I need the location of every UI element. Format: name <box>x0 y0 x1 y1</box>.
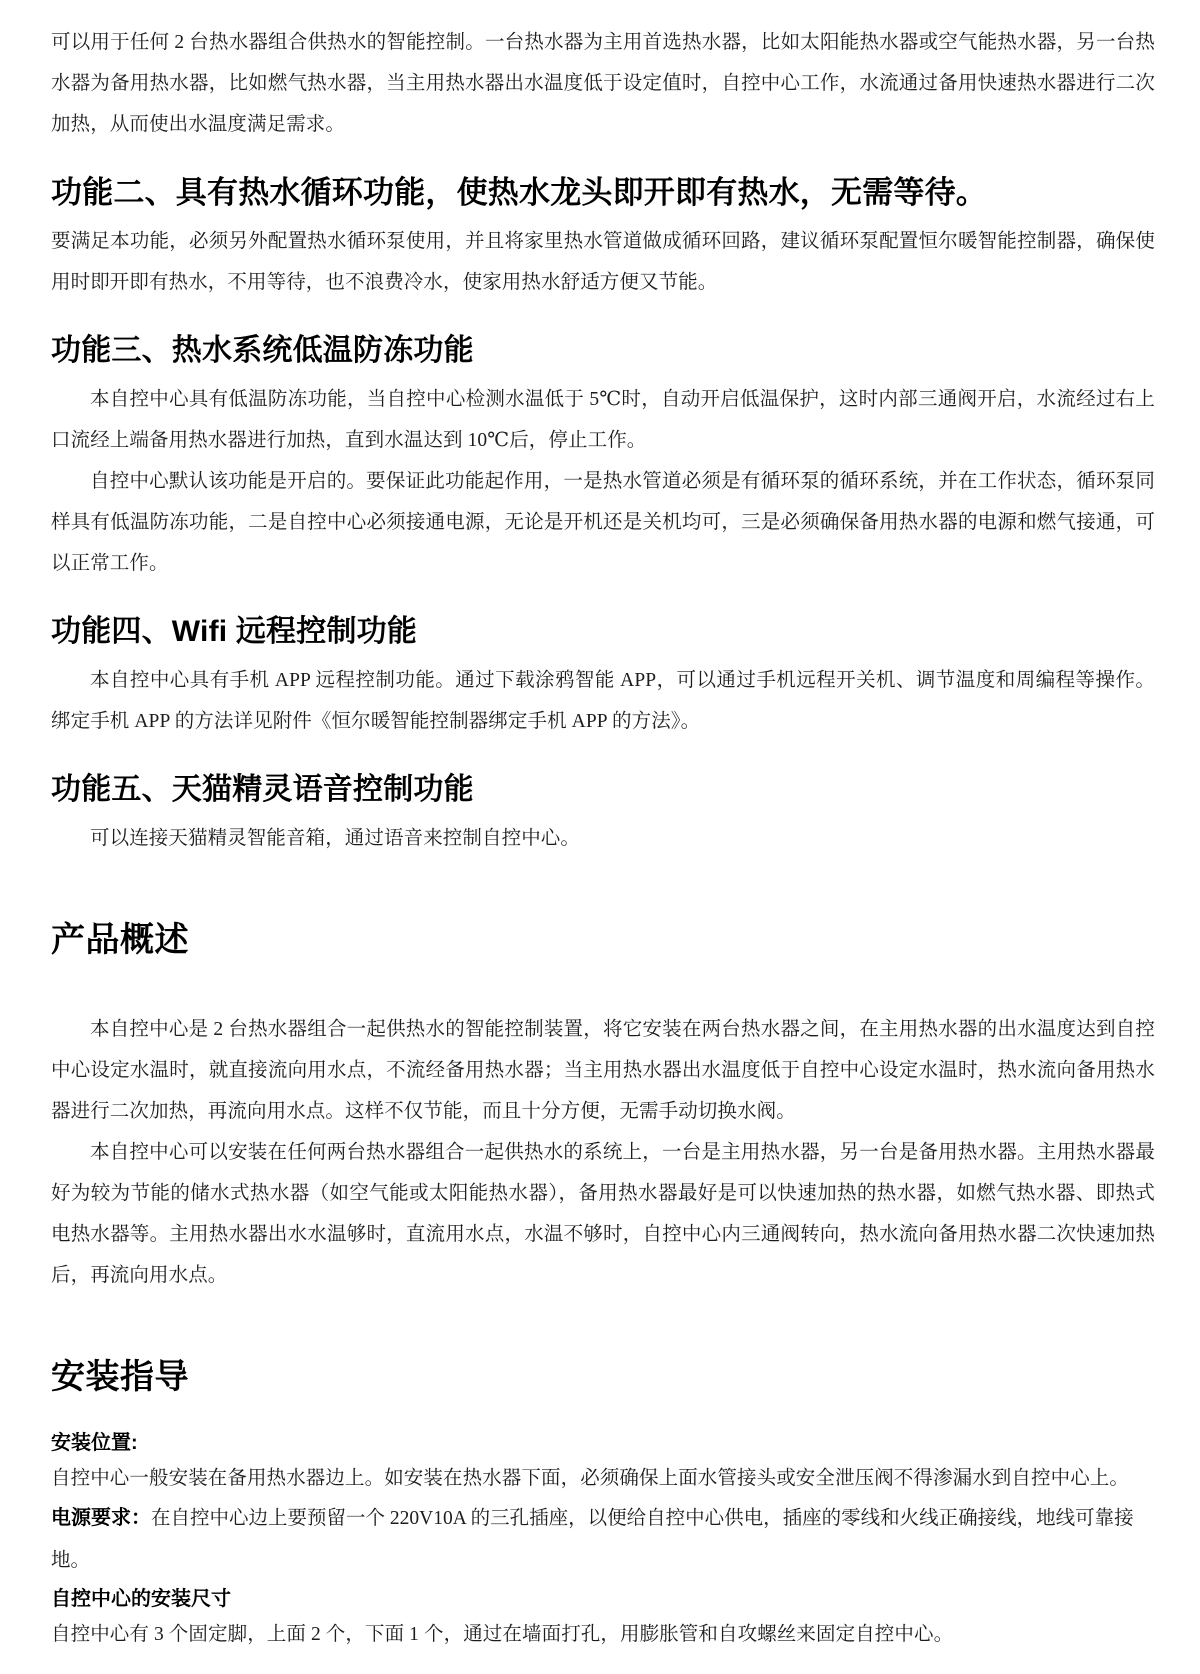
spacer <box>51 145 1155 155</box>
heading-feature-5: 功能五、天猫精灵语音控制功能 <box>51 773 474 806</box>
heading-installation-guide: 安装指导 <box>51 1358 189 1396</box>
spacer <box>51 1296 1155 1354</box>
text-mounting-dimensions: 自控中心有 3 个固定脚，上面 2 个，下面 1 个，通过在墙面打孔，用膨胀管和自攻螺丝来固定自控中心。 <box>51 1624 954 1645</box>
spacer <box>51 742 1155 752</box>
spacer <box>51 584 1155 594</box>
paragraph-product-overview-1: 本自控中心是 2 台热水器组合一起供热水的智能控制装置，将它安装在两台热水器之间，在主用热水器的出水温度达到自控中心设定水温时，就直接流向用水点，不流经备用热水器；当主用热水器出水温度低于自控中心设定水温时，热水流向备用热水器进行二次加热，再流向用水点。这样不仅节能，而且十分方便，无需手动切换水阀。 <box>51 1019 1155 1122</box>
text-installation-location: 自控中心一般安装在备用热水器边上。如安装在热水器下面，必须确保上面水管接头或安全泄压阀不得渗漏水到自控中心上。 <box>51 1468 1130 1489</box>
paragraph-product-overview-2: 本自控中心可以安装在任何两台热水器组合一起供热水的系统上，一台是主用热水器，另一台是备用热水器。主用热水器最好为较为节能的储水式热水器（如空气能或太阳能热水器），备用热水器最好是可以快速加热的热水器，如燃气热水器、即热式电热水器等。主用热水器出水水温够时，直流用水点，水温不够时，自控中心内三通阀转向，热水流向备用热水器二次快速加热后，再流向用水点。 <box>51 1142 1155 1286</box>
paragraph-feature-3-1: 本自控中心具有低温防冻功能，当自控中心检测水温低于 5℃时，自动开启低温保护，这时内部三通阀开启，水流经过右上口流经上端备用热水器进行加热，直到水温达到 10℃后，停止工作。 <box>51 389 1155 451</box>
heading-feature-3: 功能三、热水系统低温防冻功能 <box>51 334 474 367</box>
line-power-requirement <box>51 1498 1155 1582</box>
spacer <box>51 963 1155 1009</box>
heading-feature-4: 功能四、Wifi 远程控制功能 <box>51 615 418 648</box>
paragraph-feature-2-1: 要满足本功能，必须另外配置热水循环泵使用，并且将家里热水管道做成循环回路，建议循环泵配置恒尔暖智能控制器，确保使用时即开即有热水，不用等待，也不浪费冷水，使家用热水舒适方便又节能。 <box>51 231 1155 293</box>
label-power-requirement: 电源要求： <box>51 1507 151 1529</box>
paragraph-feature-5-1: 可以连接天猫精灵智能音箱，通过语音来控制自控中心。 <box>90 828 581 849</box>
intro-paragraph: 可以用于任何 2 台热水器组合供热水的智能控制。一台热水器为主用首选热水器，比如太阳能热水器或空气能热水器，另一台热水器为备用热水器，比如燃气热水器，当主用热水器出水温度低于设定值时，自控中心工作，水流通过备用快速热水器进行二次加热，从而使出水温度满足需求。 <box>51 32 1155 135</box>
heading-product-overview: 产品概述 <box>51 921 189 959</box>
paragraph-feature-3-2: 自控中心默认该功能是开启的。要保证此功能起作用，一是热水管道必须是有循环泵的循环系统，并在工作状态，循环泵同样具有低温防冻功能，二是自控中心必须接通电源，无论是开机还是关机均可，三是必须确保备用热水器的电源和燃气接通，可以正常工作。 <box>51 471 1155 574</box>
heading-feature-2: 功能二、具有热水循环功能，使热水龙头即开即有热水，无需等待。 <box>51 175 987 210</box>
label-installation-location: 安装位置: <box>51 1432 138 1454</box>
spacer <box>51 303 1155 313</box>
spacer <box>51 859 1155 917</box>
text-power-requirement: 在自控中心边上要预留一个 220V10A 的三孔插座，以便给自控中心供电，插座的零线和火线正确接线，地线可靠接地。 <box>51 1508 1134 1571</box>
label-mounting-dimensions: 自控中心的安装尺寸 <box>51 1588 231 1610</box>
spacer <box>51 1400 1155 1426</box>
paragraph-feature-4-1: 本自控中心具有手机 APP 远程控制功能。通过下载涂鸦智能 APP，可以通过手机远程开关机、调节温度和周编程等操作。绑定手机 APP 的方法详见附件《恒尔暖智能控制器绑定手机 APP 的方法》。 <box>51 670 1155 732</box>
